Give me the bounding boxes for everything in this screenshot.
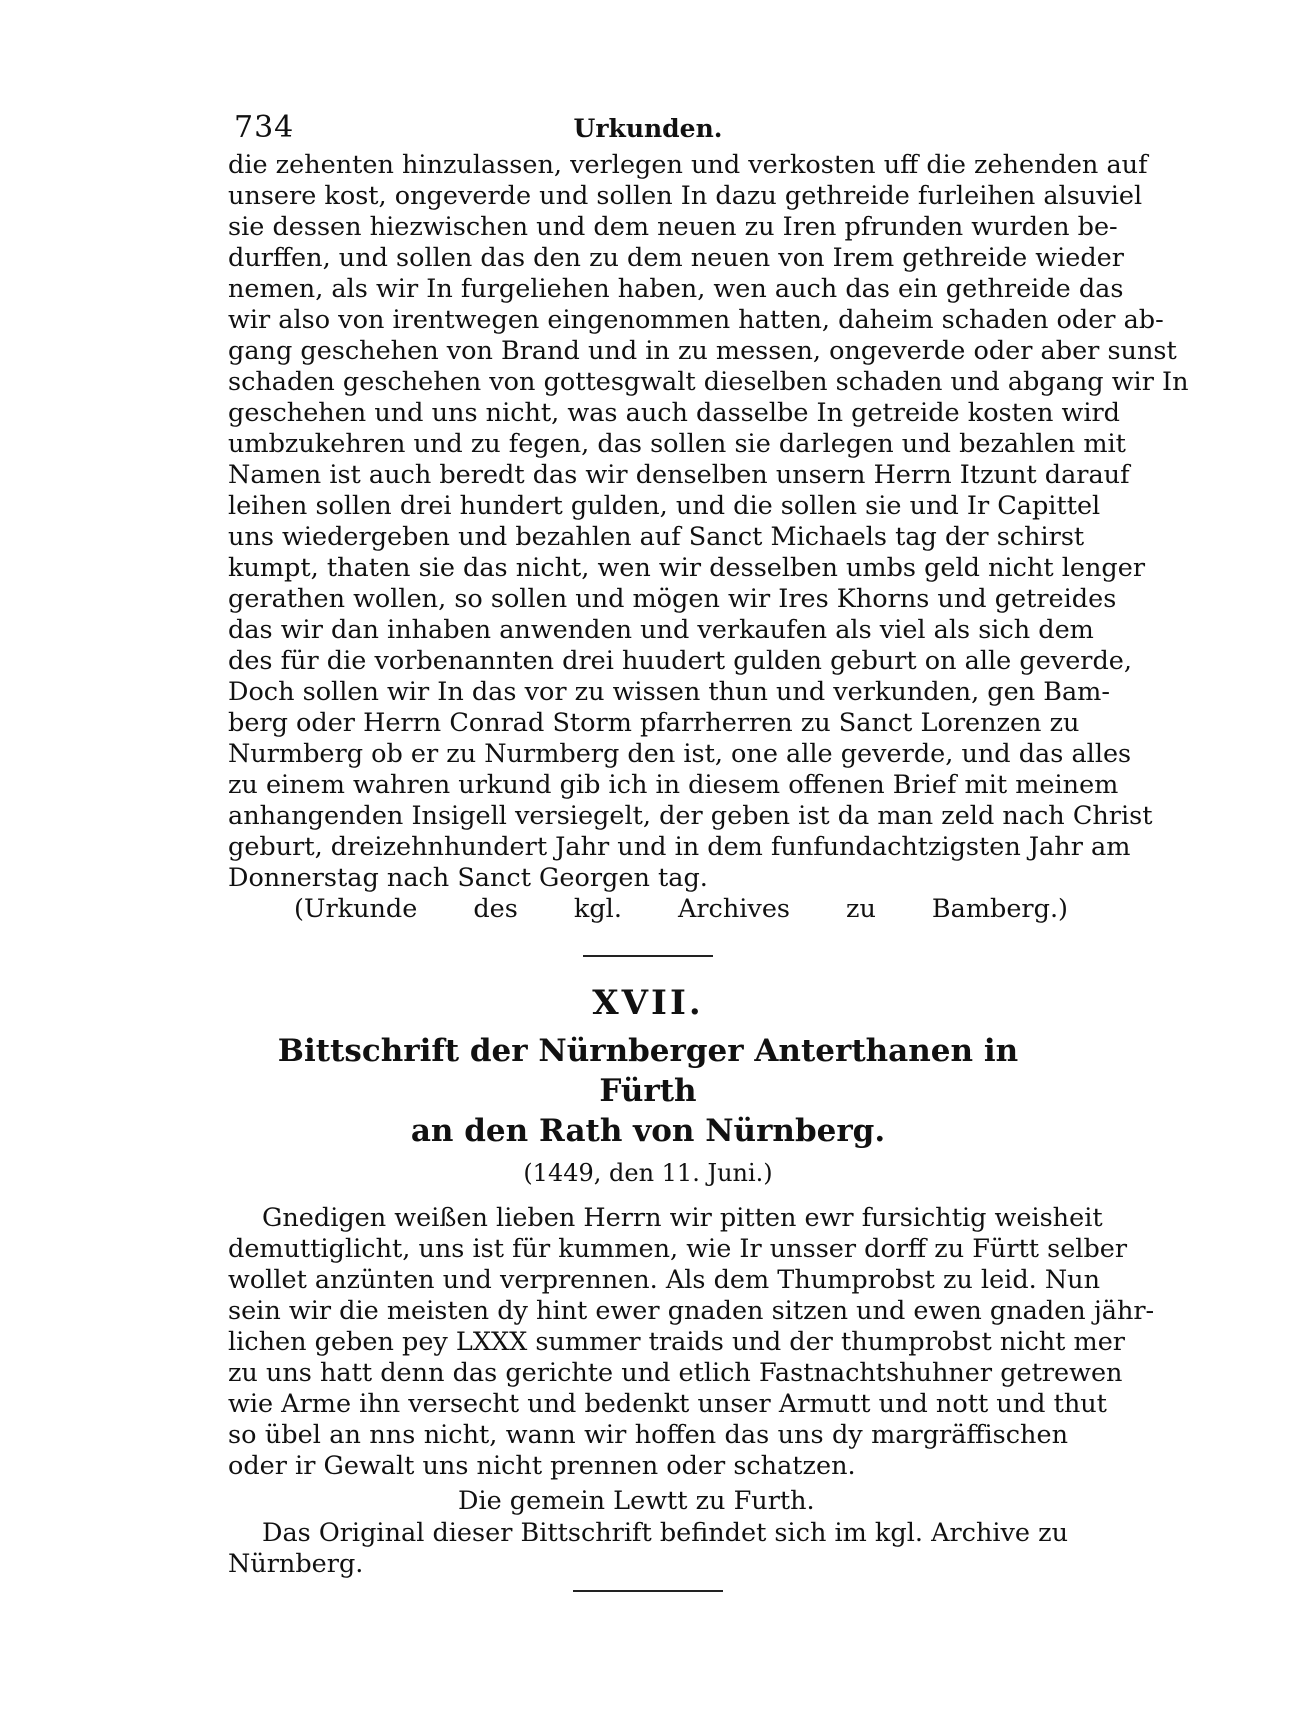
charter-line: wir also von irentwegen eingenommen hatten, daheim schaden oder ab- [228, 305, 1164, 335]
petition-line: Gnedigen weißen lieben Herrn wir pitten ewr fursichtig weisheit [262, 1203, 1103, 1233]
charter-line: Doch sollen wir In das vor zu wissen thun und verkunden, gen Bam- [228, 677, 1110, 707]
charter-line: des für die vorbenannten drei huudert gulden geburt on alle geverde, [228, 646, 1132, 676]
section-title [228, 1031, 1068, 1151]
charter-line: Nurmberg ob er zu Nurmberg den ist, one alle geverde, und das alles [228, 739, 1132, 769]
charter-line: durffen, und sollen das den zu dem neuen von Irem gethreide wieder [228, 243, 1124, 273]
charter-line: umbzukehren und zu fegen, das sollen sie darlegen und bezahlen mit [228, 429, 1126, 459]
charter-line: die zehenten hinzulassen, verlegen und verkosten uff die zehenden auf [228, 150, 1148, 180]
charter-line: Donnerstag nach Sanct Georgen tag. [228, 863, 708, 893]
charter-text [228, 150, 1189, 925]
petition-text [228, 1203, 1155, 1482]
book-page [228, 100, 1189, 1700]
archive-note-line: Nürnberg. [228, 1549, 364, 1579]
petition-signature: Die gemein Lewtt zu Furth. [458, 1486, 815, 1516]
charter-line: Namen ist auch beredt das wir denselben unsern Herrn Itzunt darauf [228, 460, 1130, 490]
page-number: 734 [234, 110, 295, 145]
charter-line: geburt, dreizehnhundert Jahr und in dem funfundachtzigsten Jahr am [228, 832, 1131, 862]
charter-line: leihen sollen drei hundert gulden, und die sollen sie und Ir Capittel [228, 491, 1101, 521]
source-note: (Urkunde des kgl. Archives zu Bamberg.) [294, 894, 1068, 924]
petition-line: lichen geben pey LXXX summer traids und der thumprobst nicht mer [228, 1327, 1125, 1357]
petition-line: wie Arme ihn versecht und bedenkt unser Armutt und nott und thut [228, 1389, 1107, 1419]
charter-line: gang geschehen von Brand und in zu messen, ongeverde oder aber sunst [228, 336, 1177, 366]
charter-line: anhangenden Insigell versiegelt, der geben ist da man zeld nach Christ [228, 801, 1153, 831]
charter-line: gerathen wollen, so sollen und mögen wir Ires Khorns und getreides [228, 584, 1117, 614]
running-head: Urkunden. [573, 114, 723, 143]
section-divider [583, 955, 713, 957]
petition-line: so übel an nns nicht, wann wir hoffen das uns dy margräffischen [228, 1420, 1068, 1450]
section-numeral: XVII. [592, 983, 704, 1023]
closing-divider [573, 1590, 723, 1592]
petition-line: oder ir Gewalt uns nicht prennen oder schatzen. [228, 1451, 856, 1481]
petition-line: demuttiglicht, uns ist für kummen, wie Ir unsser dorff zu Fürtt selber [228, 1234, 1128, 1264]
petition-line: zu uns hatt denn das gerichte und etlich Fastnachtshuhner getrewen [228, 1358, 1123, 1388]
petition-line: sein wir die meisten dy hint ewer gnaden sitzen und ewen gnaden jähr- [228, 1296, 1155, 1326]
page-header [228, 100, 1068, 150]
charter-line: sie dessen hiezwischen und dem neuen zu Iren pfrunden wurden be- [228, 212, 1118, 242]
charter-line: uns wiedergeben und bezahlen auf Sanct Michaels tag der schirst [228, 522, 1085, 552]
archive-note-line: Das Original dieser Bittschrift befindet sich im kgl. Archive zu [262, 1518, 1068, 1548]
charter-line: zu einem wahren urkund gib ich in diesem offenen Brief mit meinem [228, 770, 1119, 800]
petition-line: wollet anzünten und verprennen. Als dem Thumprobst zu leid. Nun [228, 1265, 1101, 1295]
charter-line: unsere kost, ongeverde und sollen In dazu gethreide furleihen alsuviel [228, 181, 1143, 211]
charter-line: nemen, als wir In furgeliehen haben, wen auch das ein gethreide das [228, 274, 1124, 304]
section-date: (1449, den 11. Juni.) [523, 1159, 773, 1187]
charter-line: geschehen und uns nicht, was auch dasselbe In getreide kosten wird [228, 398, 1120, 428]
charter-line: kumpt, thaten sie das nicht, wen wir desselben umbs geld nicht lenger [228, 553, 1146, 583]
section-title-line-2: an den Rath von Nürnberg. [410, 1113, 886, 1149]
charter-line: berg oder Herrn Conrad Storm pfarrherren zu Sanct Lorenzen zu [228, 708, 1080, 738]
charter-line: schaden geschehen von gottesgwalt dieselben schaden und abgang wir In [228, 367, 1189, 397]
archive-note [228, 1518, 1068, 1580]
section-title-line-1: Bittschrift der Nürnberger Anterthanen in Fürth [277, 1033, 1019, 1109]
charter-line: das wir dan inhaben anwenden und verkaufen als viel als sich dem [228, 615, 1094, 645]
